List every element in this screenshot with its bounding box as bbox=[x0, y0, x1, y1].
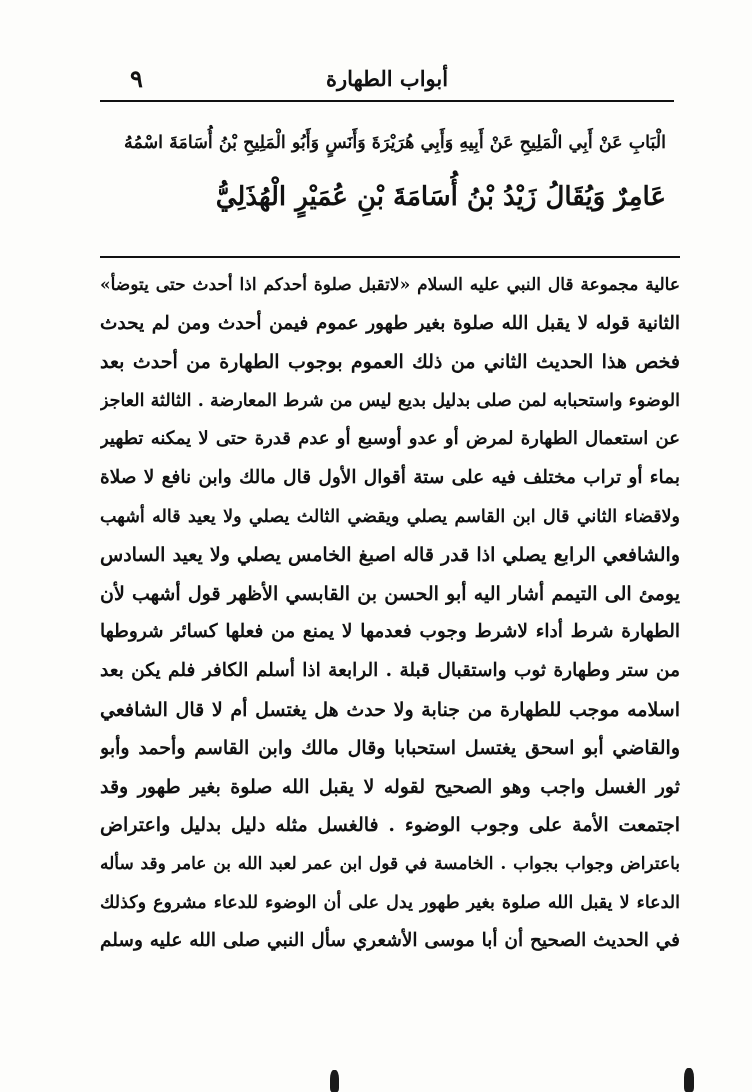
commentary-line: الطهارة شرط أداء لاشرط وجوب فعدمها لا يمنع من فعلها كسائر شروطها bbox=[100, 621, 680, 643]
commentary-line: والقاضي أبو اسحق يغتسل استحبابا وقال مالك وابن القاسم وأحمد وأبو bbox=[100, 737, 680, 760]
hadith-text-block bbox=[110, 116, 666, 224]
commentary-line: بماء أو تراب مختلف فيه على ستة أقوال الأول قال مالك وابن نافع لا صلاة bbox=[100, 466, 680, 488]
hadith-text-line: الْبَابِ عَنْ أَبِي الْمَلِيحِ عَنْ أَبِيهِ وَأَبِي هُرَيْرَةَ وَأَنَسٍ وَأَبُو الْمَلِيحِ بْنُ أُسَامَةَ اسْمُهُ bbox=[124, 133, 666, 153]
commentary-line: ولاقضاء الثاني قال ابن القاسم يصلي ويقضي الثالث يصلي ولا يعيد قاله أشهب bbox=[100, 506, 680, 527]
commentary-line: ثور الغسل واجب وهو الصحيح لقوله لا يقبل الله صلوة بغير طهور وقد bbox=[100, 775, 680, 798]
commentary-line: الدعاء لا يقبل الله صلوة بغير طهور يدل على أن الوضوء للدعاء مشروع وكذلك bbox=[100, 892, 680, 913]
page-header bbox=[100, 64, 674, 100]
commentary-line: اجتمعت الأمة على وجوب الوضوء . فالغسل مثله دليل بدليل واعتراض bbox=[100, 814, 680, 837]
commentary-line: اسلامه موجب للطهارة من جنابة ولا حدث هل يغتسل أم لا قال الشافعي bbox=[100, 698, 680, 721]
scan-artifacts bbox=[0, 1068, 752, 1092]
commentary-divider bbox=[100, 256, 680, 258]
commentary-line: في الحديث الصحيح أن أبا موسى الأشعري سأل النبي صلى الله عليه وسلم bbox=[100, 930, 680, 952]
commentary-line: الثانية قوله لا يقبل الله صلوة بغير طهور عموم فيمن أحدث ومن لم يحدث bbox=[100, 312, 680, 334]
running-title: أبواب الطهارة bbox=[325, 66, 449, 91]
commentary-line: من ستر وطهارة ثوب واستقبال قبلة . الرابعة اذا أسلم الكافر فلم يكن بعد bbox=[100, 659, 680, 681]
commentary-line: باعتراض وجواب بجواب . الخامسة في قول ابن عمر لعبد الله بن عامر وقد سأله bbox=[100, 853, 680, 874]
commentary-line: والشافعي الرابع يصلي اذا قدر قاله اصبغ الخامس يصلي ولا يعيد السادس bbox=[100, 544, 680, 567]
hadith-text-line: عَامِرٌ وَيُقَالُ زَيْدُ بْنُ أُسَامَةَ بْنِ عُمَيْرٍ الْهُذَلِيُّ bbox=[215, 182, 666, 212]
commentary-line: عن استعمال الطهارة لمرض أو عدو أوسبع أو عدم قدرة حتى لا يمكنه تطهير bbox=[100, 428, 680, 450]
ink-speck bbox=[684, 1068, 694, 1092]
commentary-line: عالية مجموعة قال النبي عليه السلام «لاتقبل صلوة أحدكم اذا أحدث حتى يتوضأ» bbox=[100, 275, 680, 295]
page-number: ٩ bbox=[130, 64, 143, 93]
header-rule bbox=[100, 100, 674, 102]
ink-speck bbox=[330, 1070, 339, 1092]
commentary-line: الوضوء واستحبابه لمن صلى بدليل بديع ليس من شرط المعارضة . الثالثة العاجز bbox=[100, 390, 680, 411]
commentary-line: يومئ الى التيمم أشار اليه أبو الحسن بن القابسي الأظهر قول أشهب لأن bbox=[100, 582, 680, 605]
commentary-line: فخص هذا الحديث الثاني من ذلك العموم بوجوب الطهارة من أحدث بعد bbox=[100, 351, 680, 374]
commentary-text bbox=[100, 266, 680, 961]
